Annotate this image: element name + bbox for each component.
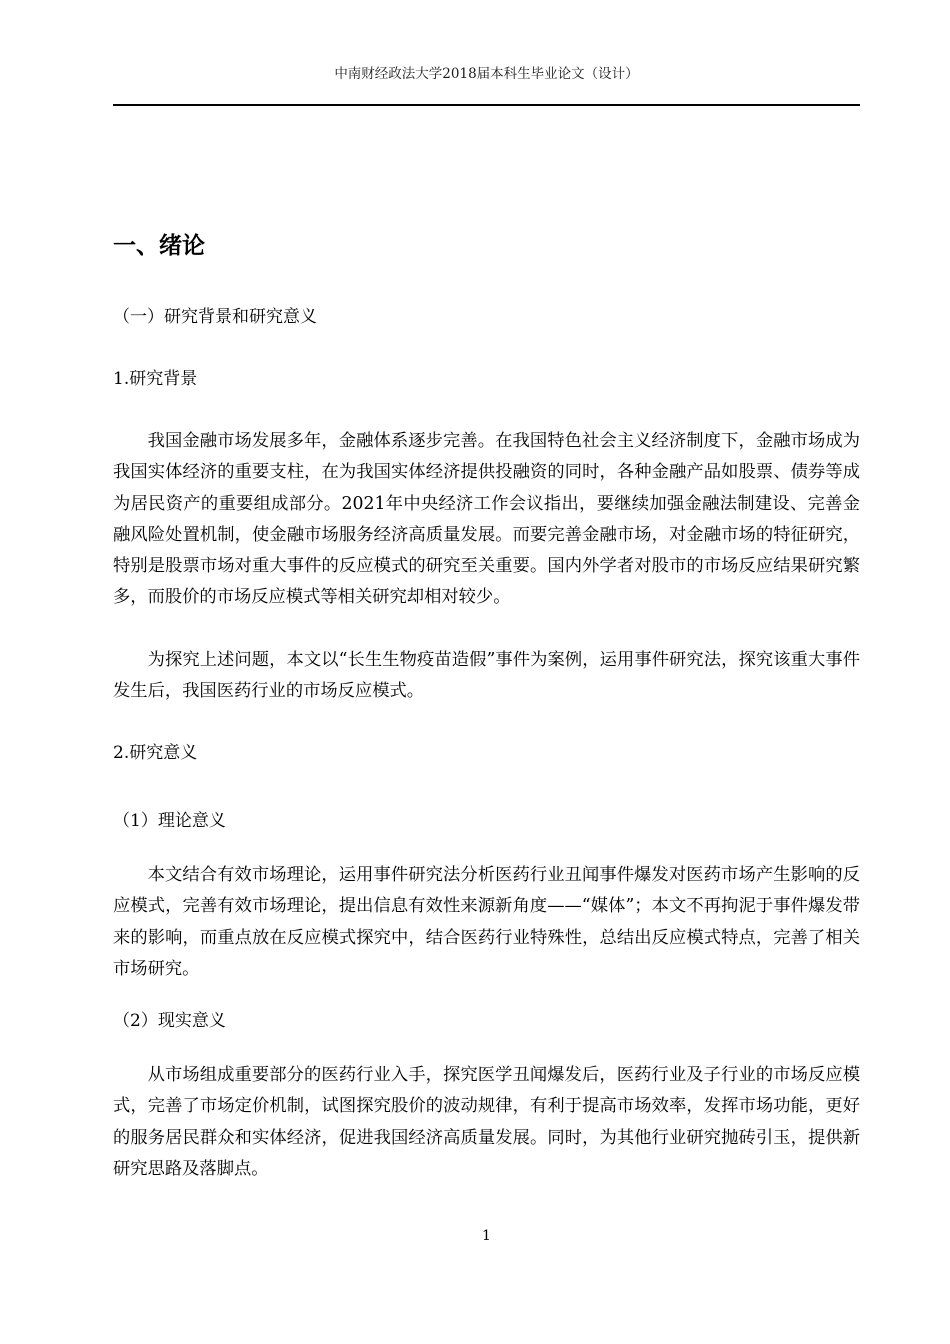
subsection-title-background: 1.研究背景 <box>113 369 198 389</box>
chapter-title: 一、绪论 <box>113 233 205 259</box>
running-header: 中南财经政法大学2018届本科生毕业论文（设计） <box>334 66 639 82</box>
header-divider <box>113 104 860 106</box>
background-paragraph-2: 为探究上述问题，本文以“长生生物疫苗造假”事件为案例，运用事件研究法，探究该重大事件发生后，我国医药行业的市场反应模式。 <box>113 650 860 702</box>
section-title: （一）研究背景和研究意义 <box>113 307 317 327</box>
theory-significance-paragraph: 本文结合有效市场理论，运用事件研究法分析医药行业丑闻事件爆发对医药市场产生影响的反应模式，完善有效市场理论，提出信息有效性来源新角度——“媒体”；本文不再拘泥于事件爆发带来的影响，而重点放在反应模式探究中，结合医药行业特殊性，总结出反应模式特点，完善了相关市场研究。 <box>113 865 860 979</box>
background-paragraph-1: 我国金融市场发展多年，金融体系逐步完善。在我国特色社会主义经济制度下，金融市场成为我国实体经济的重要支柱，在为我国实体经济提供投融资的同时，各种金融产品如股票、债券等成为居民资产的重要组成部分。2021年中央经济工作会议指出，要继续加强金融法制建设、完善金融风险处置机制，使金融市场服务经济高质量发展。而要完善金融市场，对金融市场的特征研究，特别是股票市场对重大事件的反应模式的研究至关重要。国内外学者对股市的市场反应结果研究繁多，而股价的市场反应模式等相关研究却相对较少。 <box>113 431 860 608</box>
practical-significance-paragraph: 从市场组成重要部分的医药行业入手，探究医学丑闻爆发后，医药行业及子行业的市场反应模式，完善了市场定价机制，试图探究股价的波动规律，有利于提高市场效率，发挥市场功能，更好的服务居民群众和实体经济，促进我国经济高质量发展。同时，为其他行业研究抛砖引玉，提供新研究思路及落脚点。 <box>113 1065 860 1179</box>
theory-significance-title: （1）理论意义 <box>113 811 226 831</box>
practical-significance-title: （2）现实意义 <box>113 1011 226 1031</box>
page-number: 1 <box>482 1228 491 1244</box>
subsection-title-significance: 2.研究意义 <box>113 743 198 763</box>
